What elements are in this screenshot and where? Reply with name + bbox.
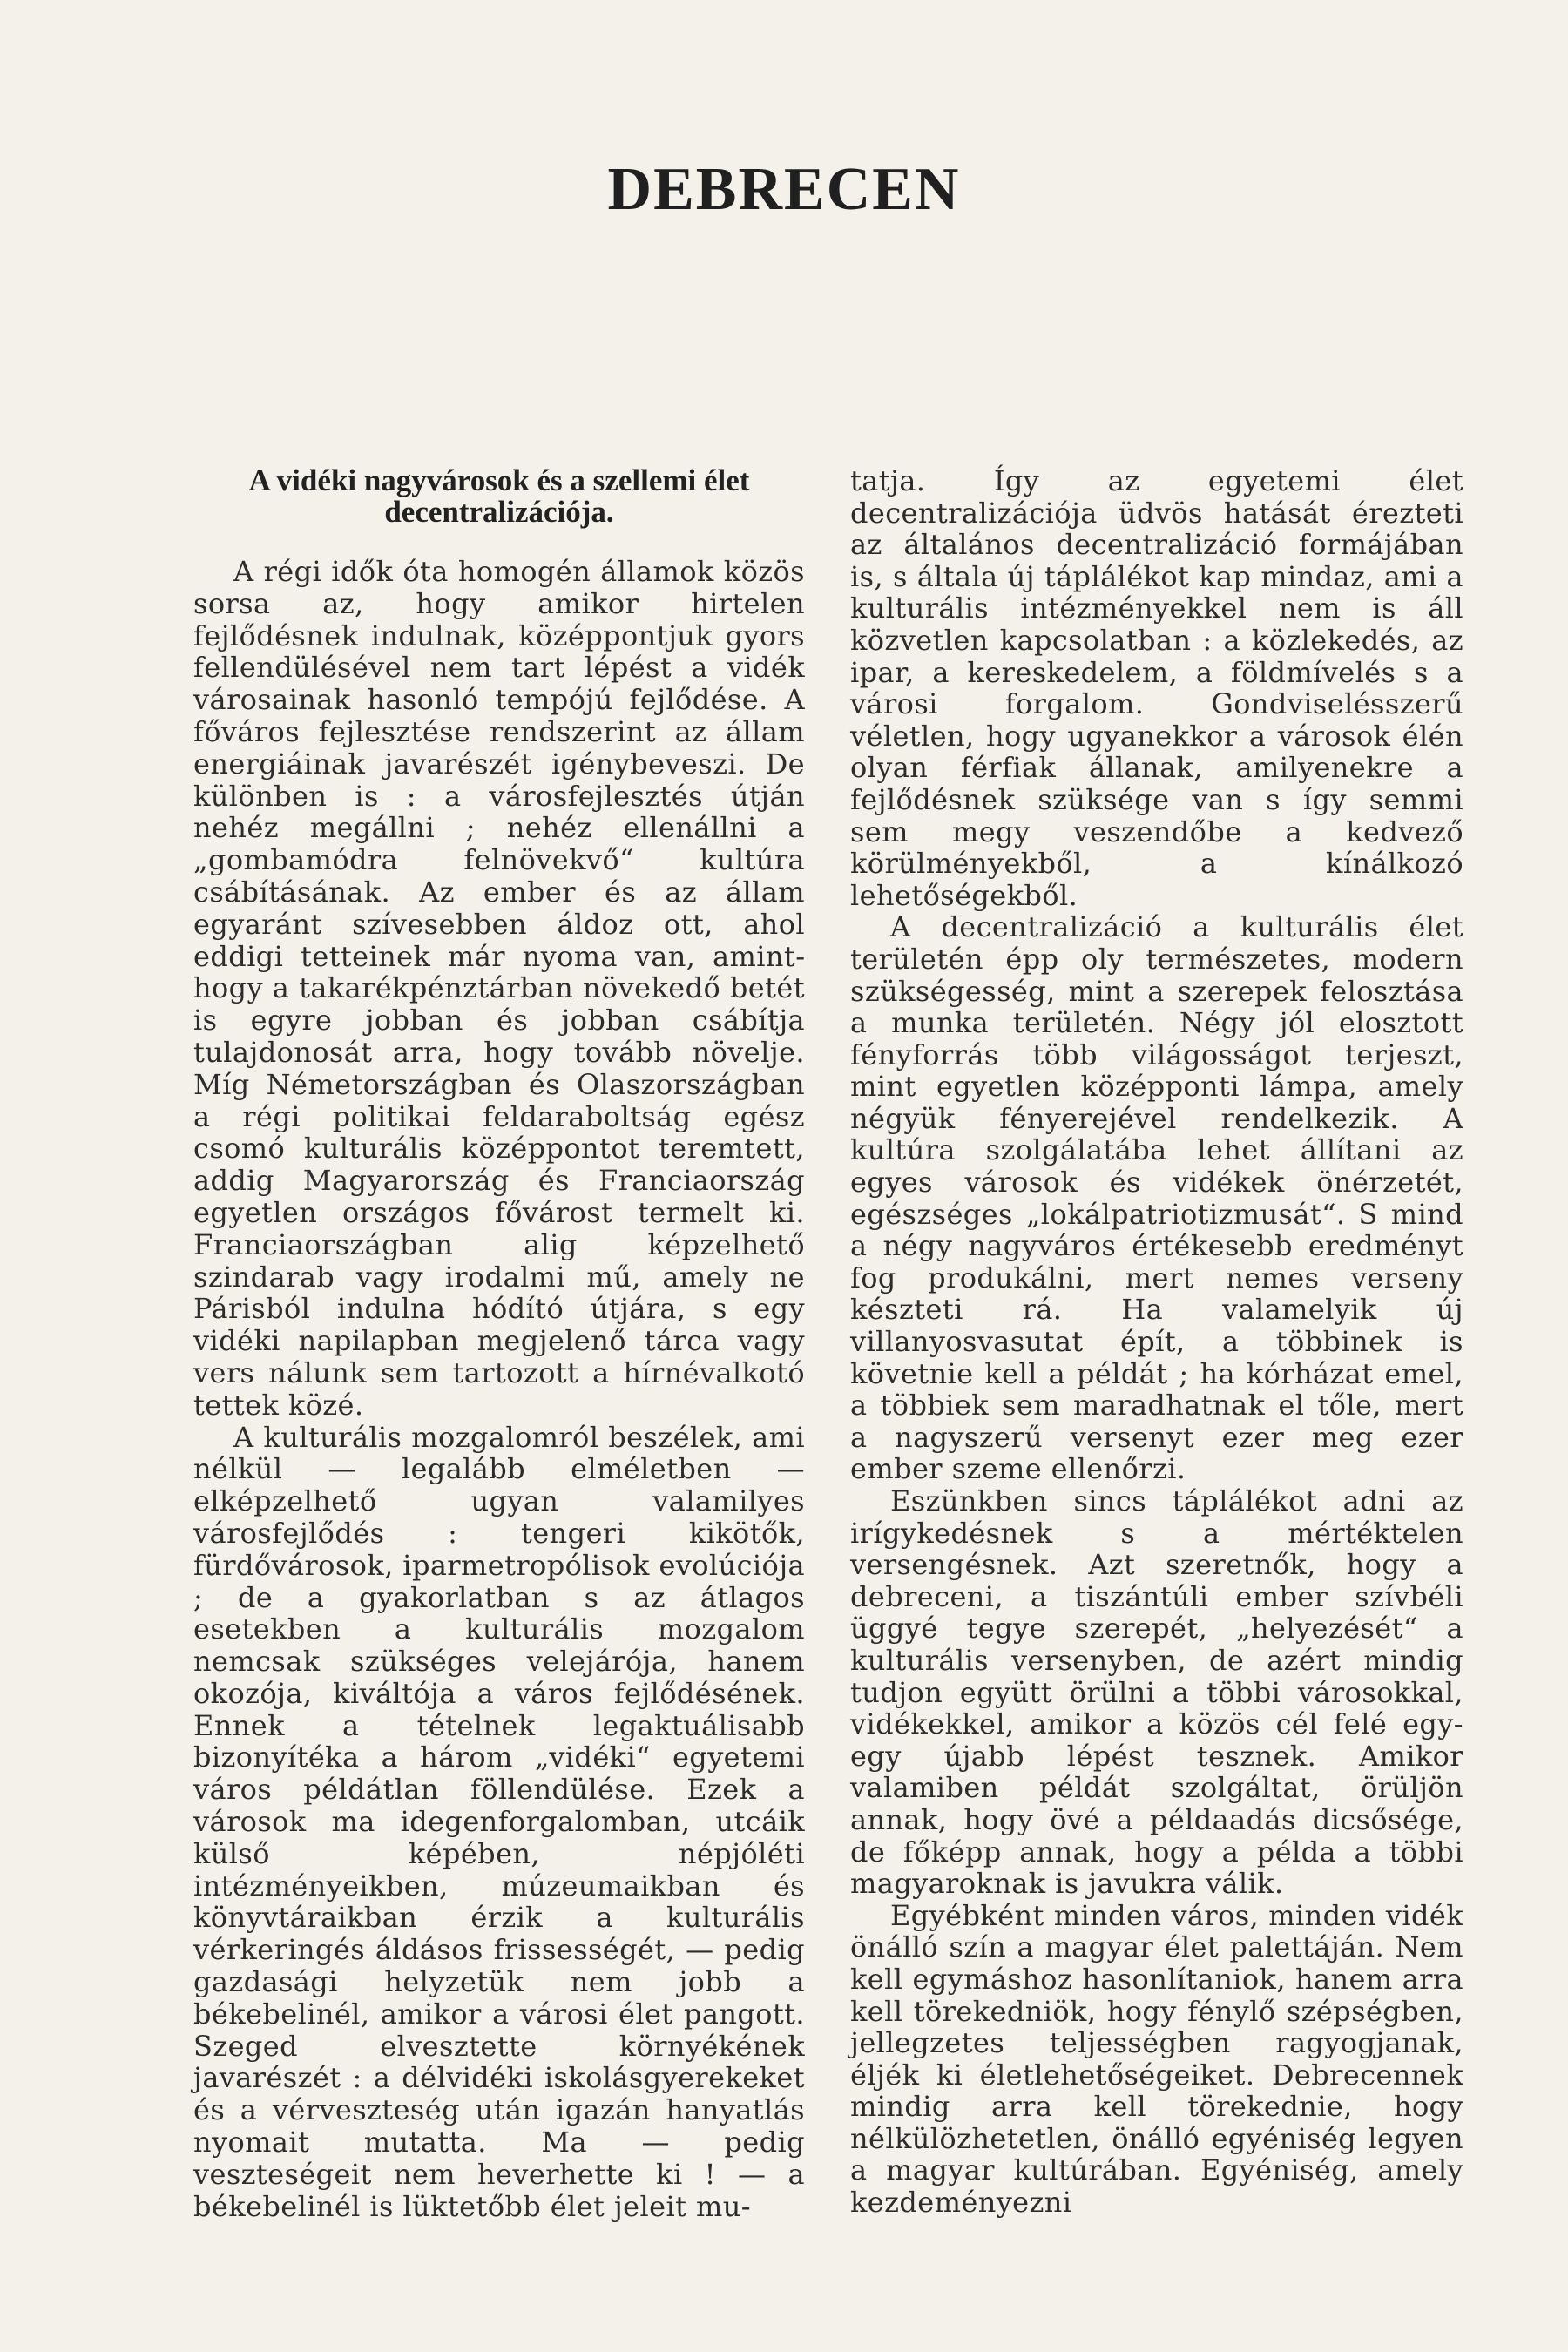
paragraph: Egyébként minden város, minden vidék önálló szín a magyar élet palettáján. Nem kell egymáshoz hasonlítaniok, hanem arra kell törekedniök, hogy fénylő szépségben, jellegzetes teljességben ragyogjanak, éljék ki életlehetőségeiket. Debrecennek mindig arra kell törekednie, hogy nélkülözhetetlen, önálló egyéniség legyen a magyar kultúrában. Egyéniség, amely kezdeményezni [850,1898,1463,2220]
page-title: DEBRECEN [607,156,961,223]
paragraph: A kulturális mozgalomról beszélek, ami nélkül — legalább elméletben — elképzelhető ugyan valamilyes városfejlődés : tengeri kikötők, fürdővárosok, iparmetropólisok evolúciója ; de a gyakorlatban s az átlagos esetekben a kulturális mozgalom nemcsak szükséges velejárója, hanem okozója, kiváltója a város fejlődésének. Ennek a tételnek legaktuálisabb bizonyítéka a három „vidéki“ egyetemi város példátlan föllendülése. Ezek a városok ma idegenforgalomban, utcáik külső képében, népjóléti intézményeikben, múzeumaikban és könyvtáraikban érzik a kulturális vérkeringés áldásos frissességét, — pedig gazdasági helyzetük nem jobb a békebelinél, amikor a városi élet pangott. Szeged elvesztette környékének javarészét : a délvidéki iskolásgyerekeket és a vérveszteség után igazán hanyatlás nyomait mutatta. Ma — pedig veszteségeit nem heverhette ki ! — a békebelinél is lüktetőbb élet jeleit mu- [193,1420,805,2223]
paragraph: A decentralizáció a kulturális élet területén épp oly természetes, modern szükségesség, mint a szerepek felosztása a munka területén. Négy jól elosztott fényforrás több világosságot terjeszt, mint egyetlen középponti lámpa, amely négyük fényerejével rendelkezik. A kultúra szolgálatába lehet állítani az egyes városok és vidékek önérzetét, egészséges „lokálpatriotizmusát“. S mind a négy nagyváros értékesebb eredményt fog produkálni, mert nemes verseny készteti rá. Ha valamelyik új villanyosvasutat épít, a többinek is követnie kell a példát ; ha kórházat emel, a többiek sem maradhatnak el tőle, mert a nagyszerű versenyt ezer meg ezer ember szeme ellenőrzi. [850,910,1463,1486]
left-column [193,465,805,2222]
paragraph: A régi idők óta homogén államok közös sorsa az, hogy amikor hirtelen fejlődésnek indulnak, középpontjuk gyors fellendülésével nem tart lépést a vidék városainak hasonló tempójú fejlődése. A főváros fejlesztése rendszerint az állam energiáinak javarészét igénybeveszi. De különben is : a városfejlesztés útján nehéz megállni ; nehéz ellenállni a „gombamódra felnövekvő“ kultúra csábításának. Az ember és az állam egyaránt szívesebben áldoz ott, ahol eddigi tetteinek már nyoma van, aminthogy a takarékpénztárban növekedő betét is egyre jobban és jobban csábítja tulajdonosát arra, hogy tovább növelje. Míg Németországban és Olaszországban a régi politikai feldaraboltság egész csomó kulturális középpontot teremtett, addig Magyarország és Franciaország egyetlen országos fővárost termelt ki. Franciaországban alig képzelhető szindarab vagy irodalmi mű, amely ne Párisból indulna hódító útjára, s egy vidéki napilapban megjelenő tárca vagy vers nálunk sem tartozott a hírnévalkotó tettek közé. [193,555,805,1422]
paragraph-continuation: tatja. Így az egyetemi élet decentralizációja üdvös hatását érezteti az általános decentralizáció formájában is, s általa új táplálékot kap mindaz, ami a kulturális intézményekkel nem is áll közvetlen kapcsolatban : a közlekedés, az ipar, a kereskedelem, a földmívelés s a városi forgalom. Gondviselésszerű véletlen, hogy ugyanekkor a városok élén olyan férfiak állanak, amilyenekre a fejlődésnek szüksége van s így semmi sem megy veszendőbe a kedvező körülményekből, a kínálkozó lehetőségekből. [850,464,1463,912]
section-subheading: A vidéki nagyvárosok és a szellemi élet decentralizációja. [248,463,750,529]
right-column [850,465,1463,2219]
paragraph: Eszünkben sincs táplálékot adni az irígykedésnek s a mértéktelen versengésnek. Azt szeretnők, hogy a debreceni, a tiszántúli ember szívbéli üggyé tegye szerepét, „helyezését“ a kulturális versenyben, de azért mindig tudjon együtt örülni a többi városokkal, vidékekkel, amikor a közös cél felé egy-egy újabb lépést tesznek. Amikor valamiben példát szolgáltat, örüljön annak, hogy övé a példaadás dicsősége, de főképp annak, hogy a példa a többi magyaroknak is javukra válik. [850,1484,1463,1901]
